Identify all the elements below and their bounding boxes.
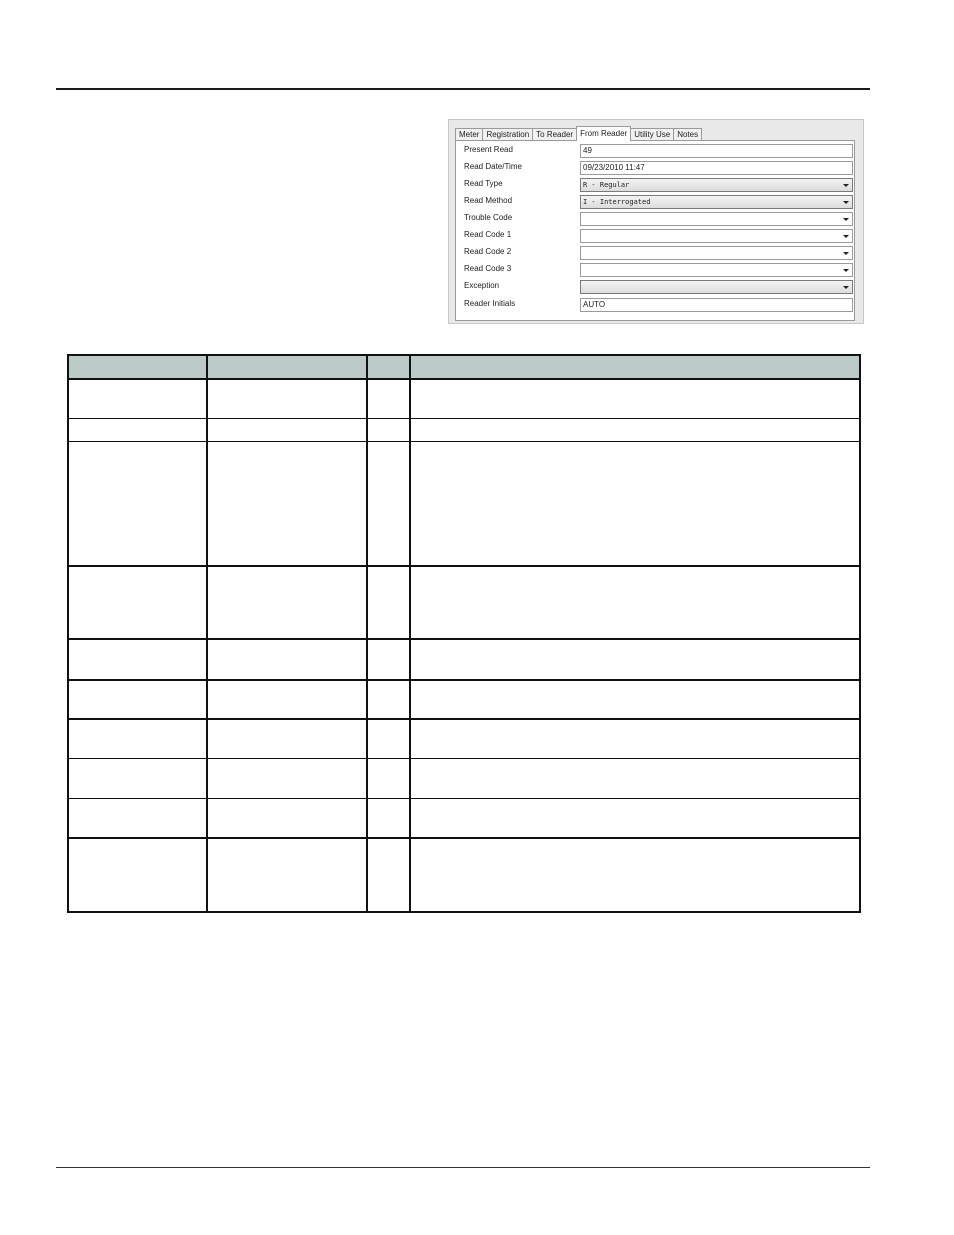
tab-registration[interactable]: Registration	[482, 128, 533, 141]
field-row-exception	[456, 279, 854, 296]
row-divider	[69, 441, 859, 442]
row-divider	[69, 565, 859, 567]
field-row-read-type	[456, 177, 854, 194]
row-divider	[69, 718, 859, 720]
field-row-present-read	[456, 143, 854, 160]
exception-label: Exception	[464, 281, 500, 290]
from-reader-screenshot	[448, 119, 864, 324]
chevron-down-icon[interactable]	[843, 286, 849, 289]
present-read-value: 49	[583, 146, 592, 155]
footer-rule	[56, 1167, 870, 1168]
chevron-down-icon[interactable]	[843, 269, 849, 272]
read-method-value: I - Interrogated	[583, 198, 651, 206]
read-type-label: Read Type	[464, 179, 503, 188]
tab-meter[interactable]: Meter	[455, 128, 483, 141]
present-read-input[interactable]	[580, 144, 853, 158]
table-header	[69, 356, 859, 380]
field-row-read-code-3	[456, 262, 854, 279]
read-method-label: Read Method	[464, 196, 513, 205]
field-row-read-method	[456, 194, 854, 211]
column-divider	[366, 356, 368, 911]
tab-notes[interactable]: Notes	[673, 128, 702, 141]
tab-to-reader[interactable]: To Reader	[532, 128, 577, 141]
read-code-2-label: Read Code 2	[464, 247, 512, 256]
chevron-down-icon[interactable]	[843, 201, 849, 204]
read-code-3-select[interactable]	[580, 263, 853, 277]
column-divider	[206, 356, 208, 911]
reader-initials-input[interactable]	[580, 298, 853, 312]
present-read-label: Present Read	[464, 145, 513, 154]
chevron-down-icon[interactable]	[843, 184, 849, 187]
read-date-time-label: Read Date/Time	[464, 162, 522, 171]
read-date-time-value: 09/23/2010 11:47	[583, 163, 645, 172]
field-row-reader-initials	[456, 297, 854, 314]
read-type-value: R - Regular	[583, 181, 630, 189]
trouble-code-label: Trouble Code	[464, 213, 513, 222]
row-divider	[69, 837, 859, 839]
from-reader-form	[455, 140, 855, 321]
column-divider	[409, 356, 411, 911]
chevron-down-icon[interactable]	[843, 235, 849, 238]
read-code-3-label: Read Code 3	[464, 264, 512, 273]
reader-initials-value: AUTO	[583, 300, 606, 309]
field-row-read-code-2	[456, 245, 854, 262]
chevron-down-icon[interactable]	[843, 218, 849, 221]
row-divider	[69, 798, 859, 799]
chevron-down-icon[interactable]	[843, 252, 849, 255]
row-divider	[69, 418, 859, 419]
field-row-read-date-time	[456, 160, 854, 177]
tab-from-reader[interactable]: From Reader	[576, 126, 631, 141]
read-code-2-select[interactable]	[580, 246, 853, 260]
row-divider	[69, 638, 859, 640]
field-description-table	[67, 354, 861, 913]
read-type-select[interactable]	[580, 178, 853, 192]
read-code-1-label: Read Code 1	[464, 230, 512, 239]
read-code-1-select[interactable]	[580, 229, 853, 243]
field-row-trouble-code	[456, 211, 854, 228]
trouble-code-select[interactable]	[580, 212, 853, 226]
tab-strip	[455, 126, 701, 140]
exception-select[interactable]	[580, 280, 853, 294]
read-method-select[interactable]	[580, 195, 853, 209]
header-rule	[56, 88, 870, 90]
reader-initials-label: Reader Initials	[464, 299, 516, 308]
read-date-time-input[interactable]	[580, 161, 853, 175]
row-divider	[69, 758, 859, 759]
row-divider	[69, 679, 859, 681]
tab-utility-use[interactable]: Utility Use	[630, 128, 674, 141]
field-row-read-code-1	[456, 228, 854, 245]
